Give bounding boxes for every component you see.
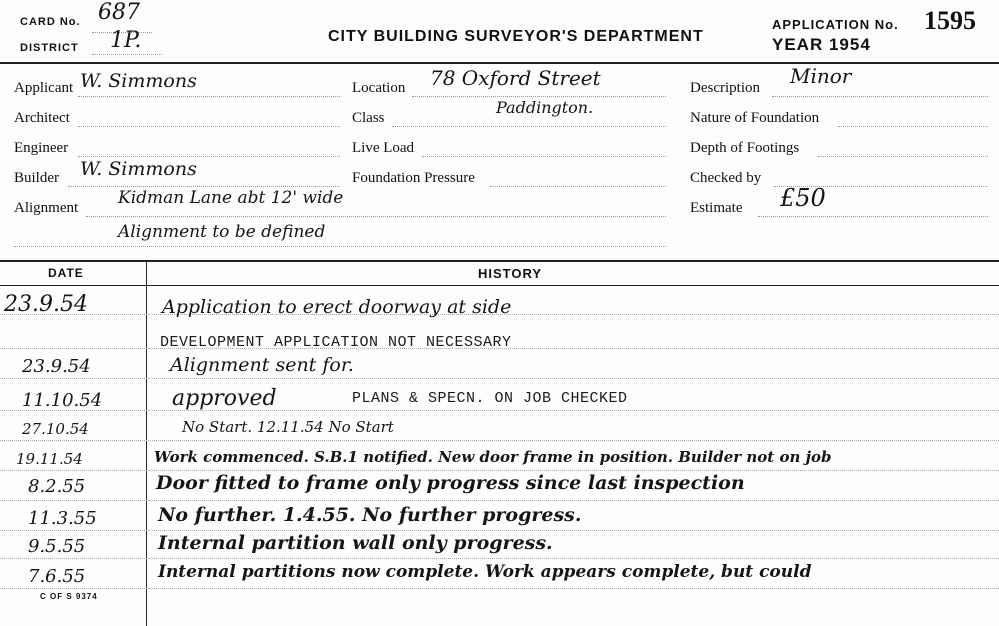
history-text: No further. 1.4.55. No further progress.: [158, 504, 582, 526]
live-load-label: Live Load: [352, 140, 415, 156]
foundation-pressure-label: Foundation Pressure: [352, 170, 475, 186]
history-date: 23.9.54: [4, 292, 88, 317]
history-header: HISTORY: [478, 266, 543, 281]
application-no-label: APPLICATION No.: [772, 17, 899, 32]
nature-of-foundation-label: Nature of Foundation: [690, 110, 820, 126]
history-date: 19.11.54: [16, 450, 83, 468]
history-stamp: PLANS & SPECN. ON JOB CHECKED: [352, 390, 628, 407]
history-text: Internal partition wall only progress.: [158, 532, 553, 554]
alignment-label: Alignment: [14, 200, 79, 216]
date-header: DATE: [48, 266, 84, 280]
builder-label: Builder: [14, 170, 59, 186]
checked-by-label: Checked by: [690, 170, 762, 186]
history-date: 11.10.54: [22, 390, 103, 411]
history-stamp: DEVELOPMENT APPLICATION NOT NECESSARY: [160, 334, 512, 351]
alignment-note: Alignment to be defined: [118, 222, 326, 242]
card-no-label: CARD No.: [20, 16, 81, 28]
history-text: approved: [172, 386, 277, 411]
history-date: 23.9.54: [22, 356, 91, 377]
estimate-value: £50: [780, 184, 826, 212]
history-text: Internal partitions now complete. Work appears complete, but could: [158, 562, 812, 582]
description-label: Description: [690, 80, 760, 96]
department-title: CITY BUILDING SURVEYOR'S DEPARTMENT: [328, 28, 704, 45]
description-value: Minor: [790, 64, 852, 88]
architect-label: Architect: [14, 110, 70, 126]
history-text: No Start. 12.11.54 No Start: [182, 418, 394, 436]
district-label: DISTRICT: [20, 42, 79, 54]
application-no-value: 1595: [924, 6, 976, 35]
builder-value: W. Simmons: [80, 158, 197, 180]
year: YEAR 1954: [772, 35, 871, 54]
engineer-label: Engineer: [14, 140, 69, 156]
history-text: Work commenced. S.B.1 notified. New door frame in position. Builder not on job: [154, 448, 832, 466]
history-date: 7.6.55: [28, 566, 86, 587]
history-date: 11.3.55: [28, 508, 97, 529]
form-code: C OF S 9374: [40, 592, 98, 601]
history-text: Door fitted to frame only progress since last inspection: [156, 472, 745, 494]
location-line-1: 78 Oxford Street: [430, 66, 601, 90]
estimate-label: Estimate: [690, 200, 743, 216]
applicant-label: Applicant: [14, 80, 74, 96]
district-value: 1P.: [110, 28, 142, 53]
history-top-rule: [0, 260, 999, 262]
depth-of-footings-label: Depth of Footings: [690, 140, 800, 156]
card-no-value: 687: [98, 0, 140, 25]
history-header-rule: [0, 285, 999, 286]
date-column-divider: [146, 262, 147, 626]
history-date: 27.10.54: [22, 420, 89, 438]
history-text: Application to erect doorway at side: [162, 296, 512, 318]
history-text: Alignment sent for.: [170, 354, 354, 376]
class-label: Class: [352, 110, 385, 126]
history-date: 9.5.55: [28, 536, 86, 557]
location-line-2: Paddington.: [496, 98, 594, 117]
alignment-value: Kidman Lane abt 12' wide: [118, 188, 344, 208]
location-label: Location: [352, 80, 406, 96]
applicant-value: W. Simmons: [80, 70, 197, 92]
history-date: 8.2.55: [28, 476, 86, 497]
